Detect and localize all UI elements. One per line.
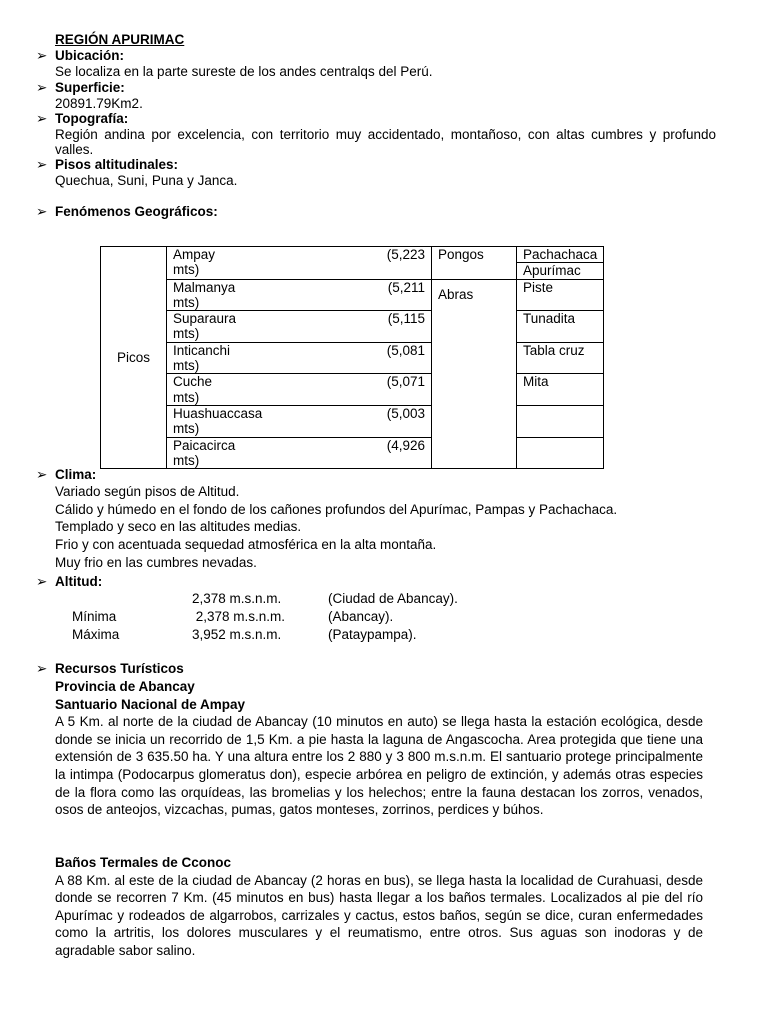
arrow-bullet-icon: ➢ <box>36 661 48 676</box>
geography-table <box>100 246 604 469</box>
santuario-text: A 5 Km. al norte de la ciudad de Abancay (10 minutos en auto) se llega hasta la estación ecológica, desde donde se inicia un recorrido de 1,5 Km. a pie hasta la laguna de Angascocha. Area protegida que tiene una extensión de 3 635.50 ha. Y una altura entre los 2 880 y 3 800 m.s.n.m. El santuario protege principalmente la intimpa (Podocarpus glomeratus don), especie arbórea en peligro de extinción, y además otras especies de la flora como las orquídeas, las bromelias y los helechos; entre la fauna destacan los zorros, venados, osos de anteojos, vizcachas, pumas, gatos monteses, zorrinos, perdices y búhos. <box>55 714 703 818</box>
altitud-row: Mínima 2,378 m.s.n.m. (Abancay). <box>72 609 394 624</box>
banos-block <box>55 854 703 960</box>
provincia-heading: Provincia de Abancay <box>55 679 195 694</box>
arrow-bullet-icon: ➢ <box>36 111 48 126</box>
altitud-row: 2,378 m.s.n.m. (Ciudad de Abancay). <box>192 591 458 606</box>
pongos-cell: Pongos <box>432 247 517 280</box>
altitud-label: Altitud: <box>55 574 103 589</box>
santuario-heading: Santuario Nacional de Ampay <box>55 696 246 712</box>
abra-cell: Mita <box>517 374 604 406</box>
arrow-bullet-icon: ➢ <box>36 467 48 482</box>
abra-cell: Piste <box>517 279 604 311</box>
pico-cell: Huashuaccasa (5,003 mts) <box>167 405 432 437</box>
banos-text: A 88 Km. al este de la ciudad de Abancay (2 horas en bus), se llega hasta la localidad de Curahuasi, desde donde se recorren 7 Km. (45 minutos en bus) hasta llegar a los baños termales. Localizados al pie del río Apurímac y rodeados de algarrobos, carrizales y cactus, estos baños, según se dice, curan enfermedades como la artritis, los dolores musculares y el reumatismo, entre otros. Sus aguas son inodoras y de agradable sabor salino. <box>55 872 703 958</box>
recursos-block <box>55 678 703 819</box>
arrow-bullet-icon: ➢ <box>36 48 48 63</box>
picos-cell: Picos <box>101 247 167 469</box>
abra-cell <box>517 405 604 437</box>
table-row <box>101 311 604 343</box>
table-row <box>101 405 604 437</box>
table-row <box>101 247 604 280</box>
arrow-bullet-icon: ➢ <box>36 80 48 95</box>
table-row <box>101 342 604 374</box>
section-recursos <box>36 661 716 677</box>
topografia-label: Topografía: <box>55 111 129 126</box>
superficie-label: Superficie: <box>55 80 125 95</box>
arrow-bullet-icon: ➢ <box>36 204 48 219</box>
arrow-bullet-icon: ➢ <box>36 157 48 172</box>
pico-cell: Malmanya (5,211 mts) <box>167 279 432 311</box>
clima-text: Variado según pisos de Altitud. Cálido y húmedo en el fondo de los cañones profundos del Apurímac, Pampas y Pachachaca. Templado y seco en las altitudes medias. Frio y con acentuada sequedad atmosférica en la alta montaña. Muy frio en las cumbres nevadas. <box>55 484 618 570</box>
recursos-label: Recursos Turísticos <box>55 661 184 676</box>
arrow-bullet-icon: ➢ <box>36 574 48 589</box>
clima-label: Clima: <box>55 467 97 482</box>
superficie-text: 20891.79Km2. <box>55 96 143 111</box>
pico-cell: Cuche (5,071 mts) <box>167 374 432 406</box>
pongos-values-cell: Pachachaca Apurímac <box>517 247 604 280</box>
section-altitud <box>36 574 716 590</box>
ubicacion-text: Se localiza en la parte sureste de los andes centralqs del Perú. <box>55 64 433 79</box>
section-topografia <box>36 111 716 157</box>
abras-cell: Abras <box>432 279 517 469</box>
abra-cell: Tunadita <box>517 311 604 343</box>
pico-cell: Paicacirca (4,926 mts) <box>167 437 432 469</box>
abra-cell <box>517 437 604 469</box>
banos-heading: Baños Termales de Cconoc <box>55 855 232 870</box>
altitud-row: Máxima 3,952 m.s.n.m. (Pataypampa). <box>72 627 417 642</box>
section-superficie <box>36 80 716 111</box>
fenomenos-label: Fenómenos Geográficos: <box>55 204 218 219</box>
pico-cell: Suparaura (5,115 mts) <box>167 311 432 343</box>
pisos-label: Pisos altitudinales: <box>55 157 179 172</box>
topografia-text: Región andina por excelencia, con territorio muy accidentado, montañoso, con altas cumbres y profundo valles. <box>55 127 716 157</box>
pico-cell: Inticanchi (5,081 mts) <box>167 342 432 374</box>
ubicacion-label: Ubicación: <box>55 48 125 63</box>
table-row <box>101 279 604 311</box>
table-row <box>101 374 604 406</box>
page-title: REGIÓN APURIMAC <box>55 32 185 47</box>
section-fenomenos <box>36 204 716 220</box>
section-pisos <box>36 157 716 188</box>
section-ubicacion <box>36 48 716 79</box>
pisos-text: Quechua, Suni, Puna y Janca. <box>55 173 238 188</box>
section-clima <box>36 467 716 572</box>
table-row <box>101 437 604 469</box>
abra-cell: Tabla cruz <box>517 342 604 374</box>
pico-cell: Ampay (5,223 mts) <box>167 247 432 280</box>
